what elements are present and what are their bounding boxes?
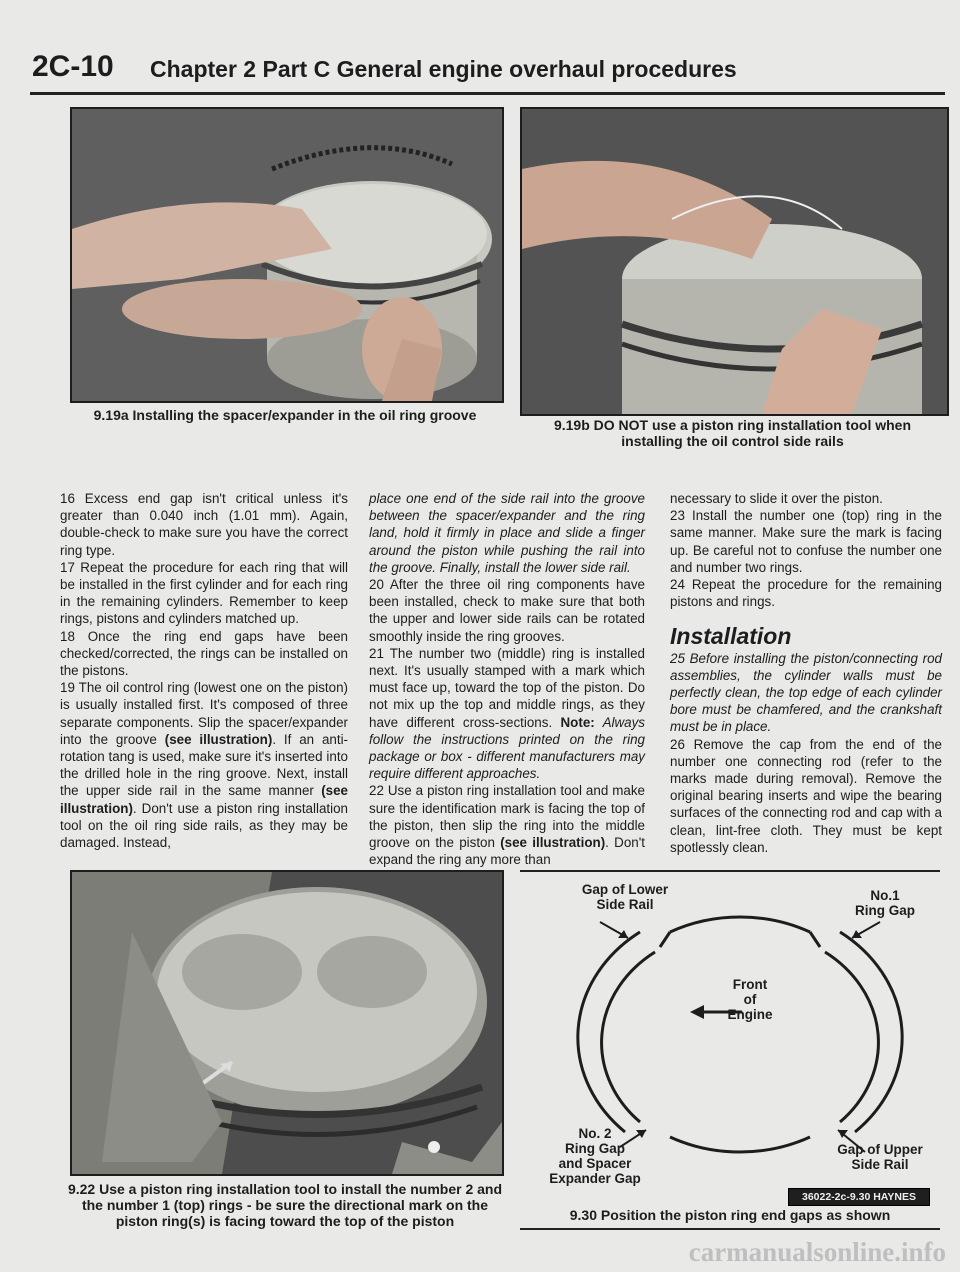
paragraph-16: 16 Excess end gap isn't critical unless it's greater than 0.040 inch (1.01 mm). Again, double-check to make sure you have the correct ring type. — [60, 491, 348, 558]
inner-left-arc — [602, 952, 655, 1122]
label-gap-upper-l2: Side Rail — [851, 1157, 909, 1172]
paragraph-23: 23 Install the number one (top) ring in the same manner. Make sure the mark is facing up. Be careful not to confuse the number one and number two rings. — [670, 508, 942, 575]
ring-gap-diagram — [520, 872, 940, 1188]
ring-left-arc — [578, 932, 640, 1132]
section-heading-installation: Installation — [670, 623, 792, 650]
paragraph-19-cont: place one end of the side rail into the groove between the spacer/expander and the ring land, hold it firmly in place and slide a finger around the piston while pushing the rail into the groove. Finally, install the lower side rail. — [369, 491, 645, 575]
text-column-3 — [670, 490, 942, 856]
caption-9-19b-line1: 9.19b DO NOT use a piston ring installation tool when — [553, 417, 912, 433]
paragraph-17: 17 Repeat the procedure for each ring that will be installed in the first cylinder and for each ring in the remaining cylinders. Remember to keep rings, pistons and cylinders matched up. — [60, 559, 348, 627]
paragraph-25: 25 Before installing the piston/connecting rod assemblies, the cylinder walls must be perfectly clean, the top edge of each cylinder bore must be chamfered, and the crankshaft must be in place. — [670, 650, 942, 735]
diagram-bottom-rule — [520, 1228, 940, 1230]
paragraph-22 — [369, 782, 645, 868]
label-no2 — [530, 1126, 660, 1186]
p22-text-c: . Don't expand the ring any more than — [369, 835, 645, 868]
p19-text-e: . Don't use a piston ring installation tool on the oil ring side rails, as they may be damaged. Instead, — [60, 800, 348, 851]
label-gap-lower-l1: Gap of Lower — [581, 882, 669, 897]
label-no2-l3: and Spacer — [558, 1156, 632, 1171]
paragraph-20: 20 After the three oil ring components have been installed, check to make sure that both the upper and lower side rails can be rotated smoothly inside the ring grooves. — [369, 577, 645, 644]
label-gap-lower-l2: Side Rail — [596, 897, 654, 912]
caption-9-19b-line2: installing the oil control side rails — [621, 433, 844, 449]
caption-9-19a: 9.19a Installing the spacer/expander in the oil ring groove — [93, 407, 477, 423]
caption-9-19b — [520, 417, 945, 449]
text-column-2 — [369, 490, 645, 868]
ring-top-arc — [670, 917, 810, 932]
gap-upper-tick — [810, 932, 820, 947]
paragraph-19 — [60, 679, 348, 851]
p19-text-a: 19 The oil control ring (lowest one on the piston) is usually installed first. It's composed of three separate components. Slip the spacer/expander into the groove — [60, 680, 348, 747]
inner-right-arc — [825, 952, 878, 1122]
photo-oil-ring-spacer-image — [72, 109, 502, 401]
photo-oil-control-side-rails-image — [522, 109, 947, 414]
label-no1-l2: Ring Gap — [855, 903, 915, 918]
p19-ref-1: (see illustration) — [164, 731, 273, 747]
p21-text-b: Always follow the instructions printed on the ring package or box - different manufacturers may require different approaches. — [369, 714, 645, 782]
caption-9-22-line1: 9.22 Use a piston ring installation tool to install the number 2 and — [67, 1181, 503, 1197]
paragraph-24: 24 Repeat the procedure for the remaining pistons and rings. — [670, 577, 942, 610]
ring-bottom-arc — [670, 1137, 810, 1152]
label-no2-l1: No. 2 — [578, 1126, 612, 1141]
photo-ring-installation-tool-image — [72, 872, 502, 1174]
page-header — [0, 0, 960, 95]
paragraph-18: 18 Once the ring end gaps have been checked/corrected, the rings can be installed on the pistons. — [60, 628, 348, 679]
label-no1-l1: No.1 — [870, 888, 900, 903]
label-gap-upper-l1: Gap of Upper — [837, 1142, 923, 1157]
gap-lower-tick — [660, 932, 670, 947]
p19-ref-2: (see illustration) — [60, 783, 348, 816]
header-rule — [30, 92, 945, 95]
text-column-1 — [60, 490, 348, 851]
p21-text-a: 21 The number two (middle) ring is installed next. It's usually stamped with a mark which must face up, toward the top of the piston. Do not mix up the top and middle rings, as they have different cross-sections. — [369, 645, 645, 730]
paragraph-22-cont: necessary to slide it over the piston. — [670, 491, 883, 506]
label-no2-l2: Ring Gap — [565, 1141, 625, 1156]
label-no1 — [830, 888, 940, 918]
caption-9-22-line2: the number 1 (top) rings - be sure the directional mark on the — [81, 1197, 489, 1213]
watermark: carmanualsonline.info — [688, 1237, 946, 1267]
ring-right-arc — [840, 932, 902, 1132]
caption-9-22 — [62, 1181, 508, 1229]
p22-ref: (see illustration) — [500, 835, 606, 851]
caption-9-30: 9.30 Position the piston ring end gaps as shown — [569, 1207, 891, 1223]
label-no2-l4: Expander Gap — [549, 1171, 641, 1186]
haynes-code-badge: 36022-2c-9.30 HAYNES — [788, 1188, 930, 1206]
chapter-title: Chapter 2 Part C General engine overhaul procedures — [150, 56, 737, 82]
label-front-l3: Engine — [727, 1007, 773, 1022]
photo-oil-control-side-rails — [520, 107, 949, 416]
label-gap-upper — [820, 1142, 940, 1172]
caption-9-22-line3: piston ring(s) is facing toward the top of the piston — [115, 1213, 455, 1229]
paragraph-21 — [369, 645, 645, 783]
p19-text-c: . If an anti-rotation tang is used, make sure it's inserted into the drilled hole in the ring groove. Next, install the upper side rail in the same manner — [60, 731, 348, 799]
label-front — [690, 977, 810, 1022]
p22-text-a: 22 Use a piston ring installation tool and make sure the identification mark is facing the top of the piston, then slip the ring into the middle groove on the piston — [369, 783, 645, 851]
label-front-l1: Front — [732, 977, 768, 992]
photo-ring-installation-tool — [70, 870, 504, 1176]
label-gap-lower — [550, 882, 700, 912]
p21-note-label: Note: — [560, 714, 595, 730]
photo-oil-ring-spacer — [70, 107, 504, 403]
label-front-l2: of — [743, 992, 757, 1007]
page-number: 2C-10 — [32, 50, 114, 83]
paragraph-26: 26 Remove the cap from the end of the number one connecting rod (refer to the marks made during removal). Remove the original bearing inserts and wipe the bearing surfaces of the connecting rod and cap with a clean, lint-free cloth. They must be kept spotlessly clean. — [670, 736, 942, 855]
